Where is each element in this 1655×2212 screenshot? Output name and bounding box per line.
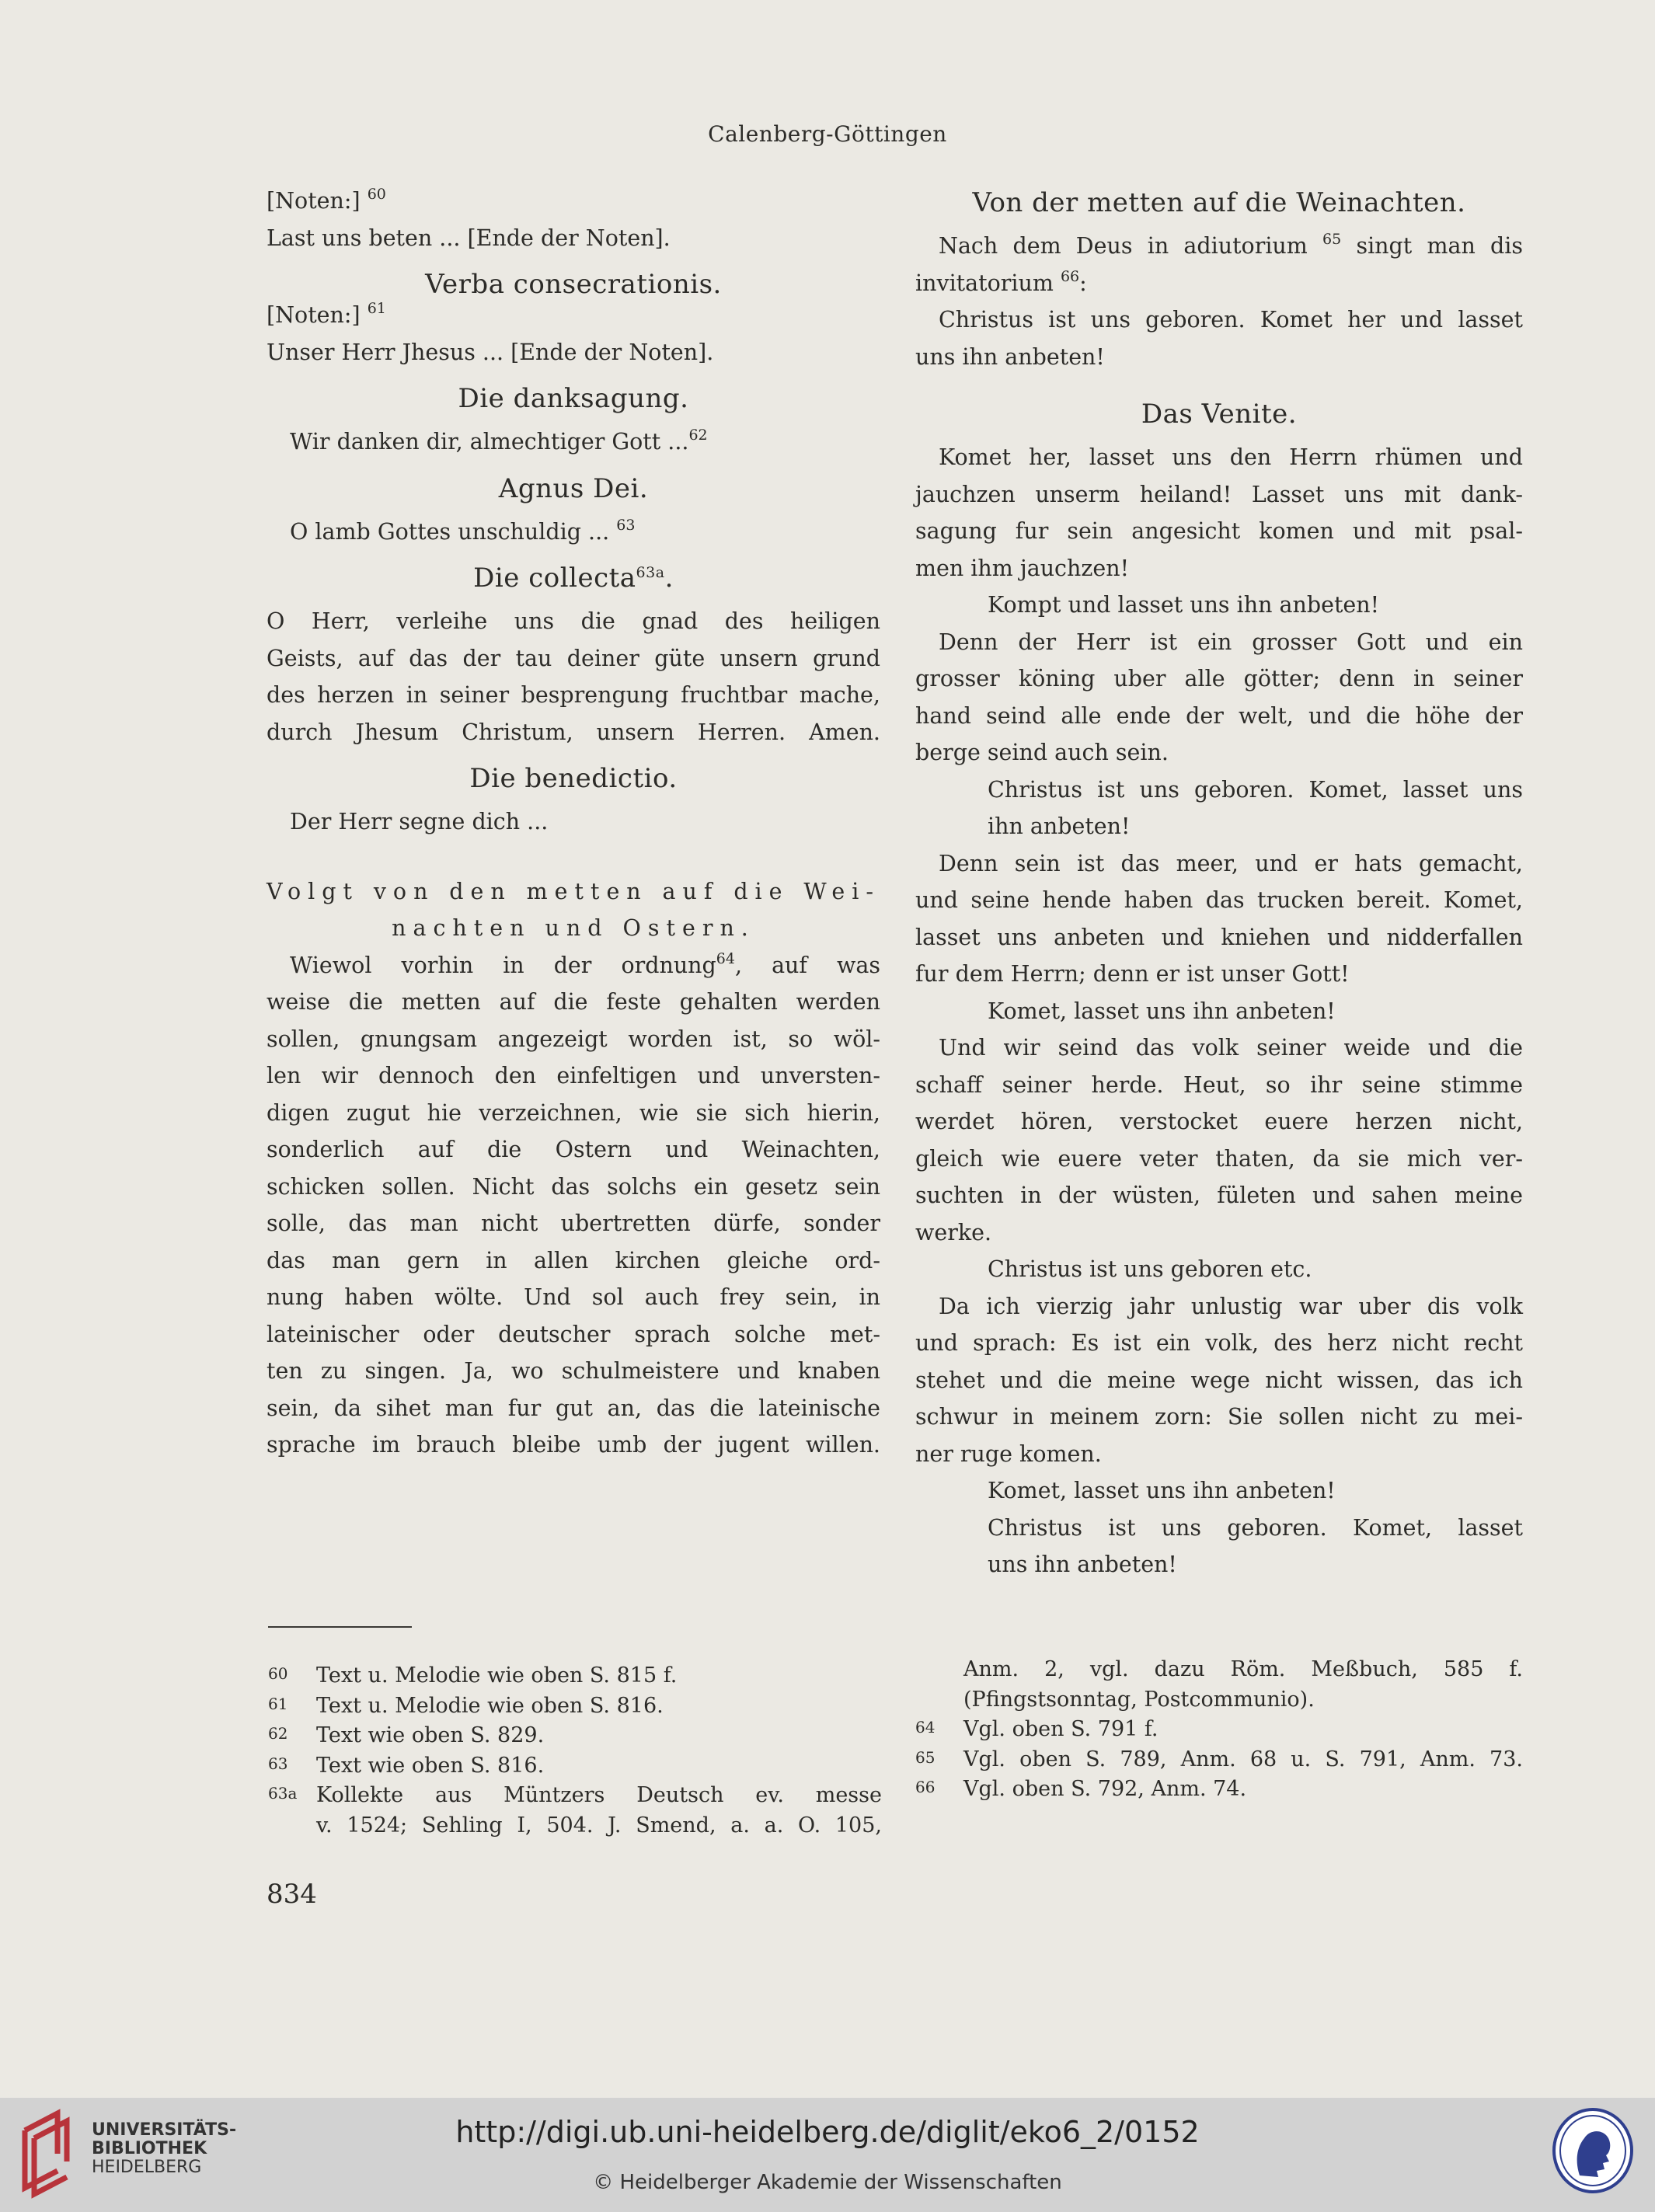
venite-line: Da ich vierzig jahr unlustig war uber dis volk <box>939 1293 1523 1319</box>
footnote: 62 Text wie oben S. 829. <box>268 1723 545 1747</box>
venite-line: fur dem Herrn; denn er ist unser Gott! <box>915 961 1350 987</box>
copyright-notice: © Heidelberger Akademie der Wissenschaften <box>593 2171 1062 2194</box>
volgt-heading-line-1: Volgt von den metten auf die Wei- <box>267 878 880 904</box>
christus-line: Christus ist uns geboren. Komet her und lasset <box>939 307 1523 333</box>
venite-line: und sprach: Es ist ein volk, des herz nicht recht <box>915 1330 1523 1356</box>
footnote: (Pfingstsonntag, Postcommunio). <box>963 1687 1315 1712</box>
venite-line: hand seind alle ende der welt, und die höhe der <box>915 702 1523 729</box>
venite-line: grosser köning uber alle götter; denn in seiner <box>915 666 1523 691</box>
right-column <box>915 183 1523 1583</box>
footnote: 60 Text u. Melodie wie oben S. 815 f. <box>268 1663 678 1688</box>
collecta-line: durch Jhesum Christum, unsern Herren. Amen. <box>267 719 880 745</box>
footnote: v. 1524; Sehling I, 504. J. Smend, a. a. O. 105, <box>316 1813 882 1838</box>
footnote: 64 Vgl. oben S. 791 f. <box>915 1717 1158 1741</box>
wiewol-line: sprache im brauch bleibe umb der jugent willen. <box>267 1432 880 1458</box>
refrain: Komet, lasset uns ihn anbeten! <box>988 1478 1336 1503</box>
wiewol-line: ten zu singen. Ja, wo schulmeistere und knaben <box>267 1358 880 1384</box>
christus-line: uns ihn anbeten! <box>915 343 1105 370</box>
agnus-text: O lamb Gottes unschuldig ... $^{63}$ <box>290 516 636 545</box>
venite-line: suchten in der wüsten, fületen und sahen meine <box>915 1183 1523 1208</box>
noten-60: [Noten:] $^{60}$ <box>267 186 386 214</box>
venite-line: lasset uns anbeten und kniehen und nidderfallen <box>915 924 1523 950</box>
venite-line: gleich wie euere veter thaten, da sie mich ver- <box>915 1145 1523 1172</box>
collecta-line: O Herr, verleihe uns die gnad des heiligen <box>267 608 880 634</box>
wiewol-line: sein, da sihet man fur gut an, das die lateinische <box>267 1395 880 1421</box>
venite-line: Denn sein ist das meer, und er hats gemacht, <box>939 850 1523 876</box>
refrain: uns ihn anbeten! <box>988 1552 1177 1577</box>
venite-paragraph <box>915 1029 1523 1251</box>
refrain: Christus ist uns geboren etc. <box>988 1256 1312 1282</box>
library-line-3: HEIDELBERG <box>92 2158 202 2177</box>
footnote: Anm. 2, vgl. dazu Röm. Meßbuch, 585 f. <box>963 1657 1523 1681</box>
academy-seal-icon <box>1552 2107 1634 2194</box>
heading-metten-weinachten: Von der metten auf die Weinachten. <box>972 187 1466 218</box>
heading-verba-consecrationis: Verba consecrationis. <box>425 269 722 300</box>
footnote: 66 Vgl. oben S. 792, Anm. 74. <box>915 1777 1247 1801</box>
noten-61: [Noten:] $^{61}$ <box>267 300 386 328</box>
left-column <box>267 183 880 1464</box>
library-line-2: BIBLIOTHEK <box>92 2139 207 2158</box>
invitatorium-line: invitatorium $^{66}$: <box>915 267 1087 296</box>
wiewol-paragraph <box>267 947 880 1464</box>
collecta-line: des herzen in seiner besprengung fruchtbar mache, <box>267 682 880 708</box>
wiewol-line: Wiewol vorhin in der ordnung$^{64}$, auf was <box>290 949 880 978</box>
deus-line: Nach dem Deus in adiutorium $^{65}$ singt man dis <box>939 231 1524 259</box>
wiewol-line: sonderlich auf die Ostern und Weinachten, <box>267 1137 880 1162</box>
page-number: 834 <box>267 1879 317 1910</box>
venite-line: jauchzen unserm heiland! Lasset uns mit dank- <box>915 481 1523 507</box>
library-line-1: UNIVERSITÄTS- <box>92 2120 237 2140</box>
refrain: Christus ist uns geboren. Komet, lasset <box>988 1514 1523 1541</box>
heading-agnus-dei: Agnus Dei. <box>498 472 649 504</box>
noten-61-text: Unser Herr Jhesus ... [Ende der Noten]. <box>267 339 714 365</box>
refrain: Kompt und lasset uns ihn anbeten! <box>988 592 1380 618</box>
heading-venite: Das Venite. <box>1141 399 1298 430</box>
venite-line: werdet hören, verstocket euere herzen nicht, <box>915 1109 1523 1134</box>
wiewol-line: schicken sollen. Nicht das solchs ein gesetz sein <box>267 1173 880 1200</box>
venite-paragraph <box>915 624 1523 772</box>
venite-line: stehet und die meine wege nicht wissen, das ich <box>915 1367 1523 1393</box>
venite-paragraph <box>915 1288 1523 1473</box>
heading-danksagung: Die danksagung. <box>458 383 689 414</box>
noten-60-text: Last uns beten ... [Ende der Noten]. <box>267 225 671 251</box>
refrain: Komet, lasset uns ihn anbeten! <box>988 998 1336 1024</box>
wiewol-line: weise die metten auf die feste gehalten werden <box>267 989 880 1015</box>
collecta-line: Geists, auf das der tau deiner güte unsern grund <box>267 645 880 671</box>
venite-paragraph <box>915 845 1523 993</box>
wiewol-line: nung haben wölte. Und sol auch frey sein, in <box>267 1284 880 1310</box>
refrain: Christus ist uns geboren. Komet, lasset uns <box>988 776 1523 803</box>
venite-line: berge seind auch sein. <box>915 740 1169 765</box>
venite-line: ner ruge komen. <box>915 1440 1102 1467</box>
wiewol-line: das man gern in allen kirchen gleiche ord- <box>267 1247 880 1273</box>
venite-line: und seine hende haben das trucken bereit. Komet, <box>915 887 1523 913</box>
collecta-paragraph <box>267 603 880 751</box>
benedictio-text: Der Herr segne dich ... <box>290 809 549 834</box>
wiewol-line: digen zugut hie verzeichnen, wie sie sich hierin, <box>267 1099 880 1126</box>
wiewol-line: solle, das man nicht ubertretten dürfe, sonder <box>267 1211 880 1236</box>
wiewol-line: lateinischer oder deutscher sprach solche met- <box>267 1321 880 1347</box>
venite-line: men ihm jauchzen! <box>915 555 1130 581</box>
danksagung-text: Wir danken dir, almechtiger Gott ...$^{62}$ <box>290 427 708 455</box>
heading-collecta: Die collecta$^{63a}$. <box>473 563 674 594</box>
footnote-rule <box>268 1626 412 1628</box>
venite-line: Und wir seind das volk seiner weide und die <box>939 1035 1523 1061</box>
footnote: 65 Vgl. oben S. 789, Anm. 68 u. S. 791, Anm. 73. <box>915 1747 1523 1771</box>
permalink-url[interactable]: http://digi.ub.uni-heidelberg.de/diglit/eko6_2/0152 <box>455 2115 1200 2149</box>
venite-line: sagung fur sein angesicht komen und mit psal- <box>915 518 1523 544</box>
wiewol-line: len wir dennoch den einfeltigen und unversten- <box>267 1063 880 1089</box>
footnote: 61 Text u. Melodie wie oben S. 816. <box>268 1693 664 1718</box>
footnote: 63a Kollekte aus Müntzers Deutsch ev. messe <box>268 1783 882 1807</box>
volgt-heading-line-2: nachten und Ostern. <box>392 915 755 941</box>
refrain: ihn anbeten! <box>988 813 1131 839</box>
venite-line: schaff seiner herde. Heut, so ihr seine stimme <box>915 1071 1523 1098</box>
heading-benedictio: Die benedictio. <box>469 763 678 794</box>
wiewol-line: sollen, gnungsam angezeigt worden ist, so wöl- <box>267 1026 880 1052</box>
footnote: 63 Text wie oben S. 816. <box>268 1753 545 1778</box>
venite-line: werke. <box>915 1219 992 1245</box>
venite-paragraph <box>915 439 1523 587</box>
venite-line: schwur in meinem zorn: Sie sollen nicht zu mei- <box>915 1404 1523 1430</box>
footnotes-left <box>268 1661 882 1841</box>
venite-line: Komet her, lasset uns den Herrn rhümen und <box>939 444 1523 470</box>
venite-line: Denn der Herr ist ein grosser Gott und ein <box>939 629 1523 655</box>
running-head: Calenberg-Göttingen <box>708 121 947 147</box>
footnotes-right <box>915 1655 1523 1805</box>
